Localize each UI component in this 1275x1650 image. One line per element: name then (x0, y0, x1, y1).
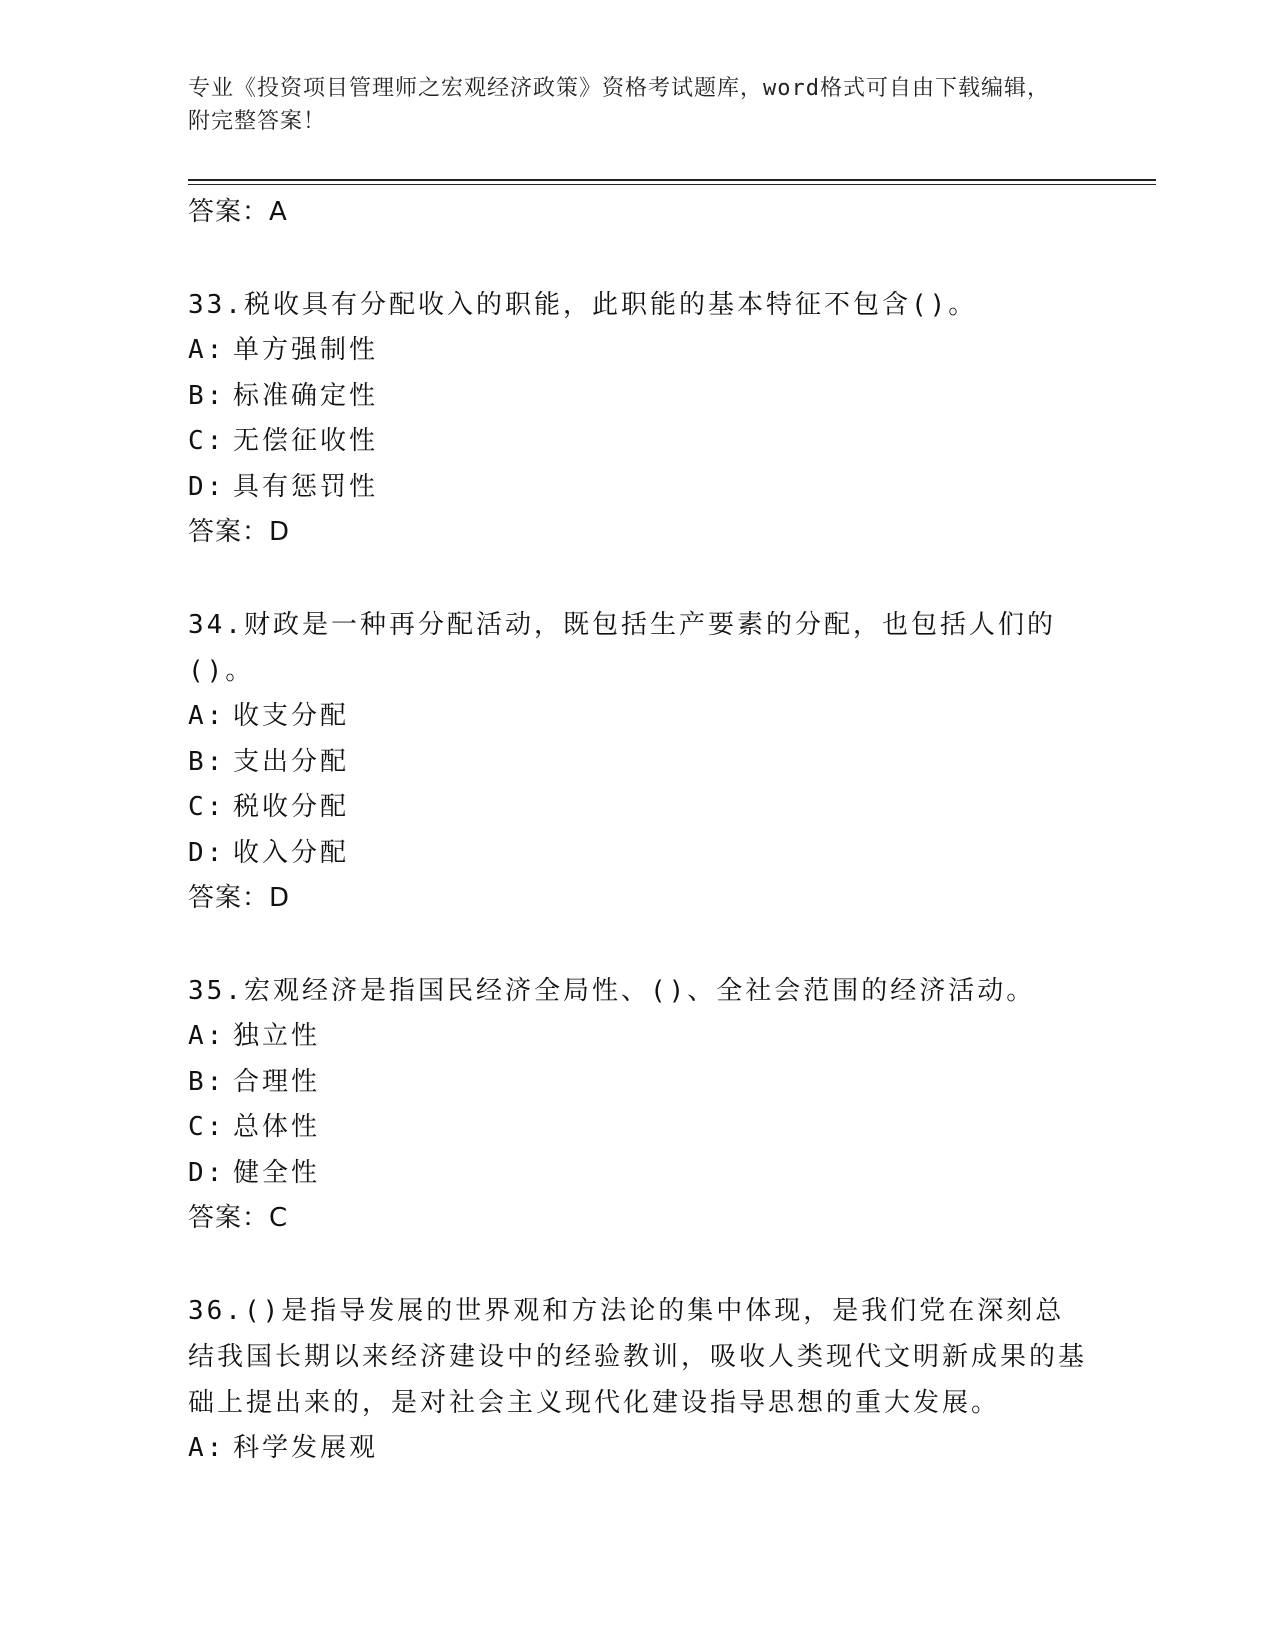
option-letter: C: (188, 792, 226, 822)
option-letter: A: (188, 701, 226, 731)
option-letter: C: (188, 1112, 226, 1142)
option-d (188, 465, 1088, 511)
question-33-text: 33.税收具有分配收入的职能，此职能的基本特征不包含()。 (188, 290, 978, 320)
answer-line: 答案：D (188, 883, 291, 913)
option-letter: D: (188, 837, 226, 868)
option-text: 独立性 (233, 1021, 321, 1051)
option-b (188, 740, 1088, 786)
answer-line: 答案：A (188, 197, 288, 227)
option-a (188, 1014, 1088, 1060)
option-text: 标准确定性 (233, 380, 379, 411)
question-36-text: 36.()是指导发展的世界观和方法论的集中体现，是我们党在深刻总结我国长期以来经济建设中的经验教训，吸收人类现代文明新成果的基础上提出来的，是对社会主义现代化建设指导思想的重大发展。 (188, 1296, 1088, 1418)
option-letter: D: (188, 1157, 226, 1188)
option-letter: D: (188, 471, 226, 502)
option-text: 支出分配 (233, 746, 350, 777)
option-d (188, 831, 1088, 877)
question-gap (188, 920, 1088, 968)
option-text: 收支分配 (233, 701, 350, 731)
option-letter: B: (188, 1066, 226, 1097)
page-header: 专业《投资项目管理师之宏观经济政策》资格考试题库，word格式可自由下载编辑，附完整答案！ (188, 76, 1050, 134)
option-letter: C: (188, 426, 226, 456)
question-gap (188, 554, 1088, 602)
answer-line: 答案：D (188, 517, 291, 547)
answer-line: 答案：C (188, 1203, 289, 1233)
option-letter: A: (188, 1433, 226, 1463)
option-text: 科学发展观 (233, 1433, 379, 1463)
option-letter: B: (188, 380, 226, 411)
option-text: 总体性 (233, 1112, 321, 1142)
option-b (188, 1060, 1088, 1106)
option-letter: A: (188, 335, 226, 365)
option-text: 无偿征收性 (233, 426, 379, 456)
question-34-text: 34.财政是一种再分配活动，既包括生产要素的分配，也包括人们的()。 (188, 610, 1056, 686)
option-letter: B: (188, 746, 226, 777)
option-c (188, 419, 1088, 465)
question-35-text: 35.宏观经济是指国民经济全局性、()、全社会范围的经济活动。 (188, 976, 1036, 1006)
option-a (188, 1426, 1088, 1472)
option-d (188, 1151, 1088, 1197)
option-c (188, 785, 1088, 831)
option-text: 单方强制性 (233, 335, 379, 365)
option-text: 收入分配 (233, 837, 350, 868)
option-text: 合理性 (233, 1066, 321, 1097)
option-c (188, 1105, 1088, 1151)
header-rule-thin (188, 184, 1156, 185)
question-gap (188, 234, 1088, 282)
option-a (188, 328, 1088, 374)
option-a (188, 694, 1088, 740)
document-body (188, 190, 1088, 1472)
option-text: 税收分配 (233, 792, 350, 822)
option-text: 具有惩罚性 (233, 471, 379, 502)
question-gap (188, 1240, 1088, 1288)
header-rule-thick (188, 179, 1156, 181)
option-b (188, 374, 1088, 420)
option-text: 健全性 (233, 1157, 321, 1188)
option-letter: A: (188, 1021, 226, 1051)
